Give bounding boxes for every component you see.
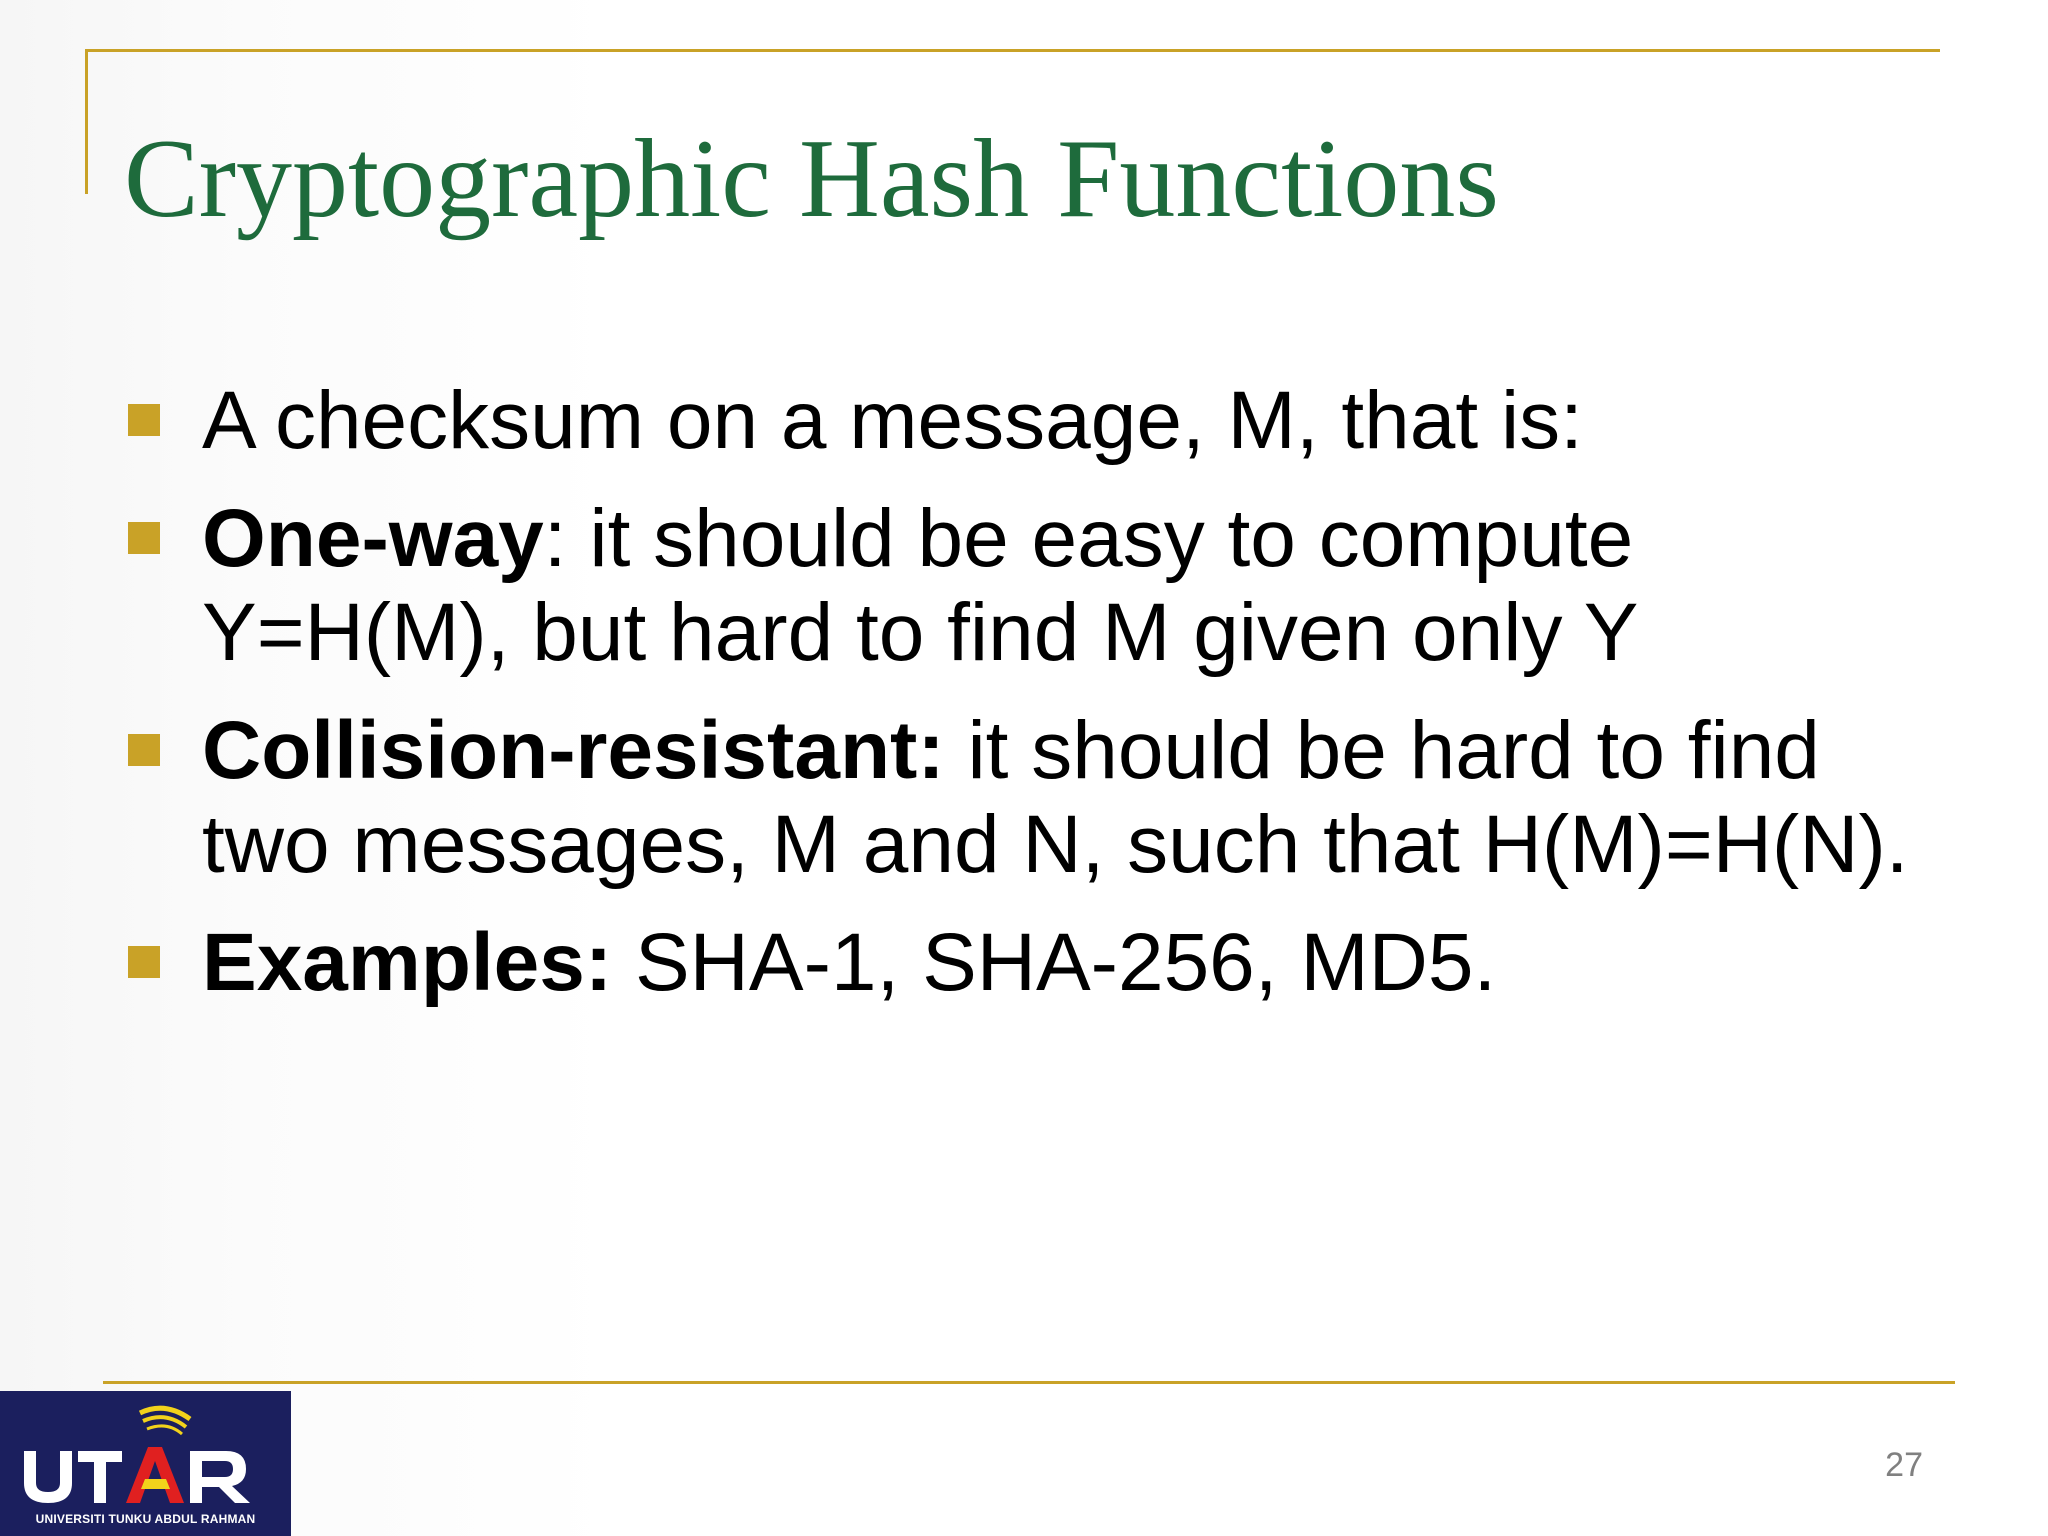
bullet-item-one-way: [128, 492, 1928, 680]
bullet-item-checksum: [128, 374, 1928, 468]
top-border-line: [85, 49, 1940, 52]
bullet-item-examples: [128, 916, 1928, 1010]
bullet-text: SHA-1, SHA-256, MD5.: [612, 917, 1497, 1008]
square-bullet-icon: [128, 734, 160, 766]
page-number: 27: [1885, 1446, 1923, 1484]
bullet-text: it should be hard to find two messages, M and N, such that H(M)=H(N).: [202, 705, 1909, 890]
bullet-text: A checksum on a message, M, that is:: [202, 375, 1583, 466]
square-bullet-icon: [128, 522, 160, 554]
bullet-term: Examples:: [202, 917, 613, 1008]
bullet-term: One-way: [202, 493, 544, 584]
square-bullet-icon: [128, 404, 160, 436]
utar-logo: [0, 1391, 291, 1536]
bullet-term: Collision-resistant:: [202, 705, 945, 796]
bullet-list: [128, 374, 1928, 1034]
bullet-text: : it should be easy to compute Y=H(M), but hard to find M given only Y: [202, 493, 1639, 678]
footer-line: [103, 1381, 1955, 1384]
slide-title: Cryptographic Hash Functions: [124, 117, 1499, 241]
square-bullet-icon: [128, 946, 160, 978]
left-border-line: [85, 49, 88, 194]
bullet-item-collision-resistant: [128, 704, 1928, 892]
logo-subtext: UNIVERSITI TUNKU ABDUL RAHMAN: [35, 1512, 256, 1526]
